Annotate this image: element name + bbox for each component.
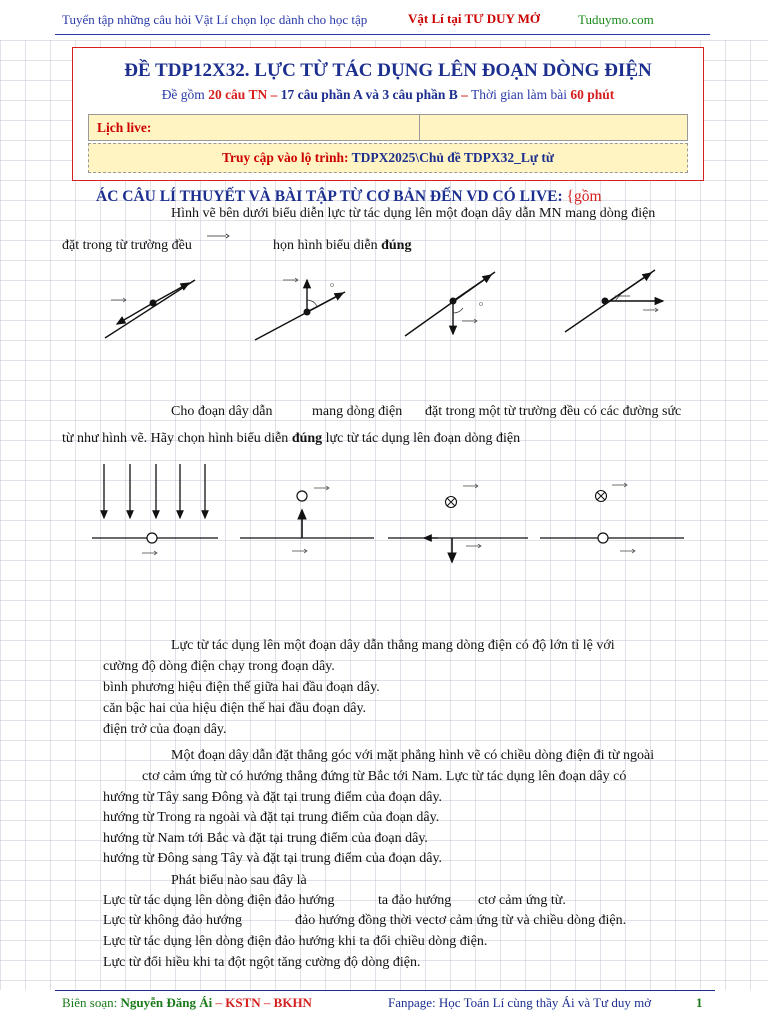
header-brand-text: Vật Lí tại TƯ DUY MỞ [408, 11, 541, 26]
q2-line-2 [62, 431, 520, 447]
footer-author [62, 995, 312, 1011]
section-title [96, 188, 602, 206]
q5-option-c[interactable]: Lực từ tác dụng lên dòng điện đảo hướng khi ta đổi chiều dòng điện. [103, 934, 488, 949]
q1-choose-text: họn hình biểu diễn [273, 238, 378, 253]
route-label: Truy cập vào lộ trình: [221, 150, 349, 165]
q2-line-1a: Cho đoạn dây dẫn [171, 404, 273, 419]
q1-figure-c[interactable] [405, 272, 495, 336]
q2-choose-text: từ như hình vẽ. Hãy chọn hình biểu diễn [62, 431, 289, 446]
q1-line-2b [273, 238, 411, 254]
footer-author-name: Nguyễn Đăng Ái [120, 995, 213, 1010]
footer-page-number: 1 [696, 995, 703, 1010]
q2-correct-word: đúng [291, 431, 323, 446]
vector-b-arrow-icon [206, 232, 230, 240]
q2-figure-d[interactable] [540, 483, 684, 553]
sub-question-count: 20 câu TN [208, 87, 268, 102]
q2-figures [88, 458, 718, 568]
q5-option-a[interactable]: Lực từ tác dụng lên dòng điện đảo hướng [103, 893, 335, 908]
q5-option-a-tail: ctơ cảm ứng từ. [478, 893, 566, 908]
q5-stem: Phát biểu nào sau đây là [171, 873, 307, 888]
q1-figure-b[interactable] [255, 278, 345, 340]
live-schedule-divider [419, 115, 420, 140]
sub-time: 60 phút [570, 87, 615, 102]
footer-divider [55, 990, 715, 991]
q2-figure-b[interactable] [240, 486, 374, 553]
q3-option-d[interactable]: điện trở của đoạn dây. [103, 722, 227, 737]
q4-option-d[interactable]: hướng từ Đông sang Tây và đặt tại trung điểm của đoạn dây. [103, 851, 443, 866]
q1-line-1: Hình vẽ bên dưới biểu diễn lực từ tác dụng lên một đoạn dây dẫn MN mang dòng điện [171, 206, 656, 221]
footer-fanpage-link[interactable]: Fanpage: Học Toán Lí cùng thầy Ái và Tư duy mở [388, 995, 652, 1010]
route-path-link[interactable]: TDPX2025\Chủ đề TDPX32_Lự từ [351, 150, 554, 165]
q5-option-d[interactable]: Lực từ đổi hiều khi ta đột ngột tăng cường độ dòng điện. [103, 955, 421, 970]
q3-option-b[interactable]: bình phương hiệu điện thế giữa hai đầu đoạn dây. [103, 680, 380, 695]
footer-org-2: BKHN [273, 995, 312, 1010]
section-title-tail: {gồm [566, 188, 602, 205]
q2-figure-a[interactable] [92, 464, 218, 555]
page-footer [0, 990, 768, 1024]
live-schedule-label: Lịch live: [97, 120, 152, 135]
footer-dash-1: – [215, 995, 222, 1010]
page-header [0, 0, 768, 40]
q5-option-b[interactable]: Lực từ không đảo hướng [103, 913, 243, 928]
sub-prefix: Đề gồm [161, 87, 205, 102]
q1-figure-d[interactable] [565, 270, 663, 332]
sub-time-label: Thời gian làm bài [471, 87, 568, 102]
q5-option-b-tail: đảo hướng đồng thời vectơ cảm ứng từ và chiều dòng điện. [295, 913, 627, 928]
q1-correct-word: đúng [381, 238, 412, 253]
q3-stem: Lực từ tác dụng lên một đoạn dây dẫn thẳng mang dòng điện có độ lớn tỉ lệ với [171, 638, 615, 653]
footer-author-label: Biên soạn: [62, 995, 118, 1010]
exam-title: ĐỀ TDP12X32. LỰC TỪ TÁC DỤNG LÊN ĐOẠN DÒNG ĐIỆN [124, 60, 652, 81]
q5-option-a-mid: ta đảo hướng [378, 893, 452, 908]
q4-option-a[interactable]: hướng từ Tây sang Đông và đặt tại trung điểm của đoạn dây. [103, 790, 443, 805]
live-schedule-row [88, 114, 688, 141]
exam-subtitle [73, 87, 703, 103]
q3-option-c[interactable]: căn bậc hai của hiệu điện thế hai đầu đoạn dây. [103, 701, 367, 716]
q2-line-1b: mang dòng điện [312, 404, 403, 419]
sub-dash-2: – [461, 87, 468, 102]
section-title-text: ÁC CÂU LÍ THUYẾT VÀ BÀI TẬP TỪ CƠ BẢN ĐẾN VD CÓ LIVE: [96, 188, 563, 205]
q1-figure-a[interactable] [105, 280, 195, 338]
q2-line-1c: đặt trong một từ trường đều có các đường sức [425, 404, 682, 419]
sub-dash-1: – [270, 87, 278, 102]
footer-org-1: KSTN [225, 995, 261, 1010]
q4-option-c[interactable]: hướng từ Nam tới Bắc và đặt tại trung điểm của đoạn dây. [103, 831, 428, 846]
header-site-link[interactable]: Tuduymo.com [578, 12, 654, 27]
route-row [88, 143, 688, 173]
q1-figures [95, 268, 715, 348]
q4-stem: Một đoạn dây dẫn đặt thẳng góc với mặt phẳng hình vẽ có chiều dòng điện đi từ ngoài [171, 748, 655, 763]
q1-line-2a: đặt trong từ trường đều [62, 238, 192, 253]
footer-dash-2: – [263, 995, 271, 1010]
exam-title-box [72, 47, 704, 181]
header-collection-text: Tuyển tập những câu hỏi Vật Lí chọn lọc dành cho học tập [62, 12, 368, 27]
sub-parts: 17 câu phần A và 3 câu phần B [280, 87, 458, 102]
q2-line-2-tail: lực từ tác dụng lên đoạn dòng điện [325, 431, 521, 446]
header-divider [55, 34, 710, 35]
q4-option-b[interactable]: hướng từ Trong ra ngoài và đặt tại trung điểm của đoạn dây. [103, 810, 440, 825]
q2-figure-c[interactable] [388, 484, 528, 562]
q4-stem-2: ctơ cảm ứng từ có hướng thẳng đứng từ Bắc tới Nam. Lực từ tác dụng lên đoạn dây có [142, 769, 627, 784]
q3-option-a[interactable]: cường độ dòng điện chạy trong đoạn dây. [103, 659, 335, 674]
